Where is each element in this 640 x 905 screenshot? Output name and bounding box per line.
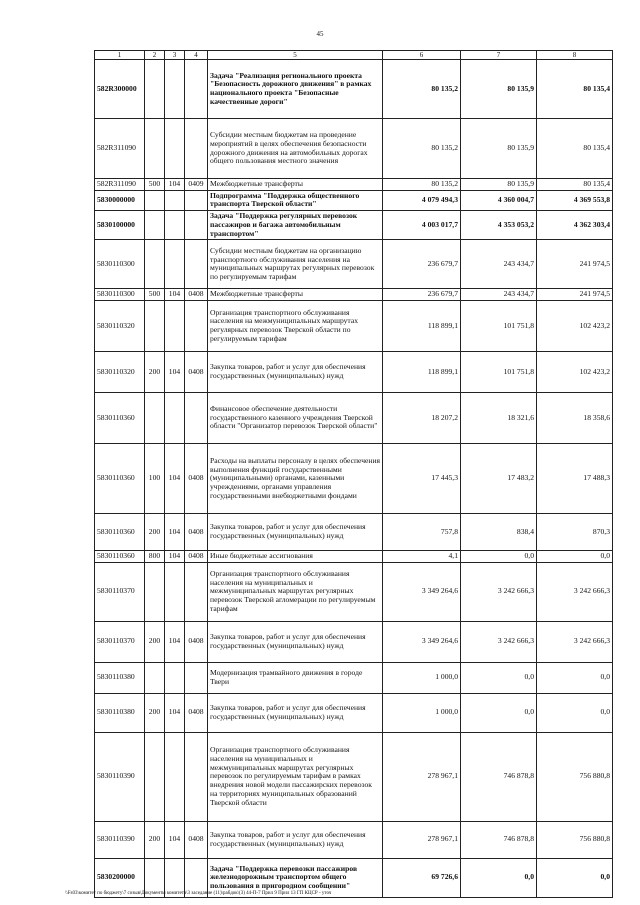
cell-c3 (165, 562, 185, 621)
cell-c2: 200 (145, 821, 165, 858)
table-row (95, 514, 613, 551)
table-row (95, 190, 613, 210)
cell-c2 (145, 301, 165, 352)
cell-c3: 104 (165, 289, 185, 301)
cell-name: Организация транспортного обслуживания населения на межмуниципальных маршрутах регулярных перевозок Тверской области по регулируемым тарифам (208, 301, 383, 352)
cell-c4: 0408 (185, 693, 208, 732)
cell-code: 5830110320 (95, 352, 145, 393)
cell-code: 5830110390 (95, 821, 145, 858)
cell-c2: 100 (145, 444, 165, 514)
cell-c3: 104 (165, 621, 185, 662)
header-cell: 4 (185, 51, 208, 60)
cell-name: Подпрограмма "Поддержка общественного транспорта Тверской области" (208, 190, 383, 210)
header-cell: 1 (95, 51, 145, 60)
cell-c3: 104 (165, 514, 185, 551)
cell-c4: 0408 (185, 352, 208, 393)
cell-c2: 200 (145, 621, 165, 662)
cell-c2: 800 (145, 551, 165, 563)
cell-c4: 0408 (185, 514, 208, 551)
cell-v8: 241 974,5 (537, 289, 613, 301)
table-row (95, 60, 613, 119)
table-row (95, 119, 613, 179)
cell-c2 (145, 240, 165, 289)
table-row (95, 240, 613, 289)
cell-c2: 500 (145, 179, 165, 191)
cell-c2 (145, 732, 165, 821)
cell-code: 5830110380 (95, 662, 145, 693)
cell-code: 5830110300 (95, 240, 145, 289)
cell-v8: 80 135,4 (537, 119, 613, 179)
page-number: 45 (316, 30, 324, 38)
header-cell: 2 (145, 51, 165, 60)
table-row (95, 693, 613, 732)
cell-v7: 101 751,8 (461, 301, 537, 352)
table-row (95, 179, 613, 191)
cell-c4: 0409 (185, 179, 208, 191)
cell-code: 5830110370 (95, 562, 145, 621)
table-row (95, 562, 613, 621)
cell-code: 5830110320 (95, 301, 145, 352)
cell-v7: 80 135,9 (461, 60, 537, 119)
cell-c3 (165, 119, 185, 179)
cell-c4 (185, 662, 208, 693)
table-row (95, 289, 613, 301)
cell-v7: 243 434,7 (461, 240, 537, 289)
cell-c4 (185, 190, 208, 210)
cell-c4 (185, 60, 208, 119)
cell-v8: 756 880,8 (537, 732, 613, 821)
cell-c3 (165, 393, 185, 444)
cell-v7: 0,0 (461, 858, 537, 897)
header-cell: 7 (461, 51, 537, 60)
cell-v8: 17 488,3 (537, 444, 613, 514)
cell-name: Межбюджетные трансферты (208, 289, 383, 301)
cell-c3 (165, 301, 185, 352)
cell-c4 (185, 301, 208, 352)
cell-name: Финансовое обеспечение деятельности государственного казенного учреждения Тверской области "Организатор перевозок Тверской области" (208, 393, 383, 444)
cell-c4 (185, 562, 208, 621)
cell-name: Закупка товаров, работ и услуг для обеспечения государственных (муниципальных) нужд (208, 514, 383, 551)
table-row (95, 352, 613, 393)
cell-v8: 0,0 (537, 551, 613, 563)
cell-name: Межбюджетные трансферты (208, 179, 383, 191)
cell-v8: 3 242 666,3 (537, 621, 613, 662)
cell-v6: 1 000,0 (383, 662, 461, 693)
cell-c2 (145, 190, 165, 210)
cell-v6: 118 899,1 (383, 301, 461, 352)
cell-v7: 80 135,9 (461, 179, 537, 191)
cell-v8: 3 242 666,3 (537, 562, 613, 621)
cell-c4 (185, 732, 208, 821)
cell-v8: 80 135,4 (537, 179, 613, 191)
cell-v6: 118 899,1 (383, 352, 461, 393)
cell-c2: 200 (145, 693, 165, 732)
cell-code: 582R311090 (95, 119, 145, 179)
cell-v7: 746 878,8 (461, 821, 537, 858)
cell-c4: 0408 (185, 821, 208, 858)
cell-c4: 0408 (185, 289, 208, 301)
cell-v7: 0,0 (461, 551, 537, 563)
cell-c4 (185, 119, 208, 179)
cell-v6: 278 967,1 (383, 821, 461, 858)
cell-c4: 0408 (185, 621, 208, 662)
cell-v8: 870,3 (537, 514, 613, 551)
cell-name: Задача "Поддержка регулярных перевозок пассажиров и багажа автомобильным транспортом" (208, 211, 383, 240)
cell-v6: 80 135,2 (383, 119, 461, 179)
cell-c3 (165, 190, 185, 210)
cell-v6: 3 349 264,6 (383, 562, 461, 621)
cell-code: 5830110390 (95, 732, 145, 821)
cell-code: 5830110360 (95, 444, 145, 514)
cell-v6: 80 135,2 (383, 179, 461, 191)
cell-code: 5830100000 (95, 211, 145, 240)
cell-code: 582R300000 (95, 60, 145, 119)
cell-code: 5830110360 (95, 551, 145, 563)
header-cell: 3 (165, 51, 185, 60)
cell-c4: 0408 (185, 444, 208, 514)
table-row (95, 211, 613, 240)
cell-code: 5830110380 (95, 693, 145, 732)
table-row (95, 821, 613, 858)
cell-code: 5830200000 (95, 858, 145, 897)
cell-v7: 4 360 004,7 (461, 190, 537, 210)
cell-v8: 0,0 (537, 858, 613, 897)
cell-v7: 18 321,6 (461, 393, 537, 444)
cell-c3: 104 (165, 693, 185, 732)
cell-c4 (185, 240, 208, 289)
cell-v8: 102 423,2 (537, 301, 613, 352)
cell-c3 (165, 732, 185, 821)
cell-name: Задача "Поддержка перевозки пассажиров железнодорожным транспортом общего пользования в пригородном сообщении" (208, 858, 383, 897)
cell-v6: 69 726,6 (383, 858, 461, 897)
header-cell: 8 (537, 51, 613, 60)
cell-v6: 3 349 264,6 (383, 621, 461, 662)
cell-c2 (145, 211, 165, 240)
cell-code: 5830110370 (95, 621, 145, 662)
cell-code: 5830110300 (95, 289, 145, 301)
table-row (95, 621, 613, 662)
cell-v8: 80 135,4 (537, 60, 613, 119)
cell-name: Субсидии местным бюджетам на организацию транспортного обслуживания населения на муниципальных маршрутах регулярных перевозок по регулируемым тарифам (208, 240, 383, 289)
cell-c3: 104 (165, 444, 185, 514)
cell-code: 5830110360 (95, 393, 145, 444)
cell-c2 (145, 60, 165, 119)
cell-name: Модернизация трамвайного движения в городе Твери (208, 662, 383, 693)
cell-v6: 4,1 (383, 551, 461, 563)
cell-v7: 746 878,8 (461, 732, 537, 821)
cell-v6: 80 135,2 (383, 60, 461, 119)
table-row (95, 393, 613, 444)
cell-name: Задача "Реализация регионального проекта "Безопасность дорожного движения" в рамках национального проекта "Безопасные качественные дороги" (208, 60, 383, 119)
cell-v8: 0,0 (537, 693, 613, 732)
cell-v7: 4 353 053,2 (461, 211, 537, 240)
cell-c3 (165, 240, 185, 289)
cell-name: Закупка товаров, работ и услуг для обеспечения государственных (муниципальных) нужд (208, 821, 383, 858)
cell-v6: 1 000,0 (383, 693, 461, 732)
cell-v8: 18 358,6 (537, 393, 613, 444)
table-row (95, 444, 613, 514)
cell-v8: 756 880,8 (537, 821, 613, 858)
cell-v7: 3 242 666,3 (461, 621, 537, 662)
cell-c2 (145, 562, 165, 621)
header-cell: 6 (383, 51, 461, 60)
cell-v6: 757,8 (383, 514, 461, 551)
cell-c2 (145, 119, 165, 179)
cell-v7: 17 483,2 (461, 444, 537, 514)
cell-v7: 0,0 (461, 693, 537, 732)
cell-c2: 200 (145, 352, 165, 393)
cell-v7: 838,4 (461, 514, 537, 551)
cell-v6: 236 679,7 (383, 240, 461, 289)
cell-name: Организация транспортного обслуживания населения на муниципальных и межмуниципальных маршрутах регулярных перевозок Тверской агломерации по регулируемым тарифам (208, 562, 383, 621)
cell-v7: 101 751,8 (461, 352, 537, 393)
cell-v8: 102 423,2 (537, 352, 613, 393)
cell-c3: 104 (165, 821, 185, 858)
table-row (95, 732, 613, 821)
cell-v8: 4 369 553,8 (537, 190, 613, 210)
table-header-row (95, 51, 613, 60)
cell-v6: 236 679,7 (383, 289, 461, 301)
cell-c2: 500 (145, 289, 165, 301)
cell-v6: 4 003 017,7 (383, 211, 461, 240)
cell-v8: 4 362 303,4 (537, 211, 613, 240)
cell-c3 (165, 211, 185, 240)
cell-c3 (165, 60, 185, 119)
cell-c2: 200 (145, 514, 165, 551)
table-row (95, 662, 613, 693)
cell-name: Расходы на выплаты персоналу в целях обеспечения выполнения функций государственными (муниципальными) органами, казенными учреждениями, органами управления государственными внебюджетными фондами (208, 444, 383, 514)
cell-code: 5830000000 (95, 190, 145, 210)
cell-v7: 80 135,9 (461, 119, 537, 179)
cell-c2 (145, 393, 165, 444)
cell-c4 (185, 393, 208, 444)
cell-code: 5830110360 (95, 514, 145, 551)
cell-v8: 241 974,5 (537, 240, 613, 289)
budget-table (94, 50, 613, 898)
cell-c3: 104 (165, 551, 185, 563)
cell-name: Иные бюджетные ассигнования (208, 551, 383, 563)
file-path-footer: \\Fs03\комитет по бюджету\7 созыв\Документы комитета\3 заседание (11)\рабдок\(3) 44-П-7 Прил 9 Прил 13 ГП КЦСР - уточ (65, 891, 332, 896)
cell-v6: 4 079 494,3 (383, 190, 461, 210)
cell-code: 582R311090 (95, 179, 145, 191)
cell-name: Закупка товаров, работ и услуг для обеспечения государственных (муниципальных) нужд (208, 621, 383, 662)
cell-v8: 0,0 (537, 662, 613, 693)
header-cell: 5 (208, 51, 383, 60)
cell-v6: 18 207,2 (383, 393, 461, 444)
cell-c3: 104 (165, 352, 185, 393)
cell-name: Закупка товаров, работ и услуг для обеспечения государственных (муниципальных) нужд (208, 352, 383, 393)
table-row (95, 301, 613, 352)
cell-v7: 3 242 666,3 (461, 562, 537, 621)
cell-v6: 17 445,3 (383, 444, 461, 514)
table-row (95, 551, 613, 563)
cell-v7: 0,0 (461, 662, 537, 693)
cell-c4 (185, 211, 208, 240)
cell-c3 (165, 662, 185, 693)
cell-c2 (145, 662, 165, 693)
cell-v7: 243 434,7 (461, 289, 537, 301)
cell-c4: 0408 (185, 551, 208, 563)
cell-name: Организация транспортного обслуживания населения на муниципальных и межмуниципальных маршрутах регулярных перевозок по регулируемым тарифам в рамках внедрения новой модели пассажирских перевозок на территориях муниципальных образований Тверской области (208, 732, 383, 821)
cell-name: Субсидии местным бюджетам на проведение мероприятий в целях обеспечения безопасности дорожного движения на автомобильных дорогах общего пользования местного значения (208, 119, 383, 179)
cell-c3: 104 (165, 179, 185, 191)
cell-name: Закупка товаров, работ и услуг для обеспечения государственных (муниципальных) нужд (208, 693, 383, 732)
cell-v6: 278 967,1 (383, 732, 461, 821)
